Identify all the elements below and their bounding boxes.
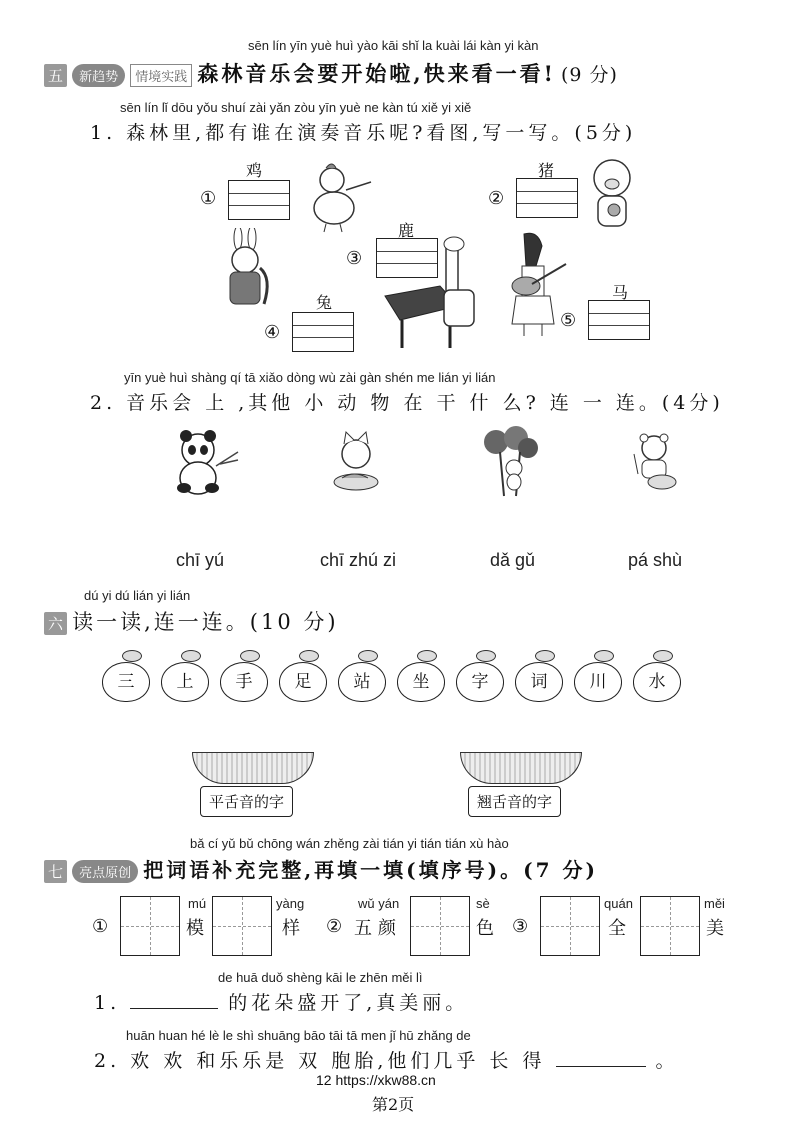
apple-char[interactable]: 站 [338,662,386,702]
action-1[interactable]: chī yú [176,550,225,570]
apple-char[interactable]: 坐 [397,662,445,702]
item1-py2: yàng [276,896,305,911]
item2-py1: sè [476,896,490,911]
apple-char[interactable]: 手 [220,662,268,702]
s5-pinyin: sēn lín yīn yuè huì yào kāi shǐ la kuài lái kàn yi kàn [248,38,539,53]
fill-line-1 [94,988,468,1015]
section-number: 七 [44,860,67,883]
panda-image[interactable] [168,426,246,496]
item2-pre-py: wǔ yán [358,896,400,911]
animal-name-deer: 鹿 [398,221,415,240]
animal-num-1: ① [200,188,217,209]
q1-text: 1. 森林里,都有谁在演奏音乐呢?看图,写一写。(5分) [90,122,637,144]
write-box-horse[interactable] [588,300,650,340]
item3-py1: quán [604,896,633,911]
item-num-1: ① [92,916,109,937]
section-score: (9 分) [560,64,618,86]
apple-char[interactable]: 上 [161,662,209,702]
section-number: 五 [44,64,67,87]
apple-char[interactable]: 川 [574,662,622,702]
animal-name-horse: 马 [612,283,629,302]
section-title: 读一读,连一连。(10 分) [72,610,339,634]
l1-pinyin: de huā duǒ shèng kāi le zhēn měi lì [218,970,423,985]
apple-leaf [358,650,378,662]
animal-num-2: ② [488,188,505,209]
fill-line-2 [94,1046,679,1073]
item1-py1: mú [188,896,207,911]
tian-box-1a[interactable] [120,896,180,956]
action-2[interactable]: chī zhú zi [320,550,397,570]
action-3[interactable]: dǎ gǔ [490,550,536,570]
write-box-pig[interactable] [516,178,578,218]
animal-name-rabbit: 兔 [316,293,333,312]
apple-leaf [240,650,260,662]
chicken-violin-image [296,160,376,235]
pig-horn-image [584,156,644,236]
animal-name-pig: 猪 [538,161,555,180]
tian-box-2[interactable] [410,896,470,956]
item1-c1: 模 [186,918,204,939]
blank-2[interactable] [556,1050,646,1067]
l2-end: 。 [655,1050,679,1072]
bear-drum-image[interactable] [628,430,682,492]
apple-char[interactable]: 三 [102,662,150,702]
apple-leaf [299,650,319,662]
item1-c2: 样 [282,918,300,939]
tag-new-trend: 新趋势 [72,64,125,87]
apple-leaf [535,650,555,662]
basket-label-flat[interactable]: 平舌音的字 [200,786,293,817]
item3-py2: měi [704,896,725,911]
l2-text: 2. 欢 欢 和乐乐是 双 胞胎,他们几乎 长 得 [94,1050,546,1072]
apple-char[interactable]: 水 [633,662,681,702]
item3-c1: 全 [608,918,626,939]
item2-pre: 五颜 [354,918,402,939]
item2-c1: 色 [476,918,494,939]
s6-pinyin: dú yi dú lián yi lián [84,588,191,603]
animal-num-5: ⑤ [560,310,577,331]
apple-leaf [181,650,201,662]
q2-pinyin: yīn yuè huì shàng qí tā xiǎo dòng wù zài gàn shén me lián yi lián [124,370,496,385]
cat-fish-image[interactable] [326,428,386,498]
action-4[interactable]: pá shù [628,550,683,570]
section-7-header [44,854,598,883]
s7-pinyin: bǎ cí yǔ bǔ chōng wán zhěng zài tián yi tián tián xù hào [190,836,509,851]
section-5-header [44,58,618,88]
tian-box-1b[interactable] [212,896,272,956]
section-6-header [44,606,339,636]
rabbit-sax-image [218,228,280,316]
tian-box-3b[interactable] [640,896,700,956]
q1-pinyin: sēn lín lǐ dōu yǒu shuí zài yǎn zòu yīn yuè ne kàn tú xiě yi xiě [120,100,472,115]
basket-label-retroflex[interactable]: 翘舌音的字 [468,786,561,817]
apple-char[interactable]: 词 [515,662,563,702]
l2-pinyin: huān huan hé lè le shì shuāng bāo tāi tā men jǐ hū zhǎng de [126,1028,471,1043]
animal-name-chicken: 鸡 [246,161,263,180]
basket-flat [192,752,314,784]
tian-box-3a[interactable] [540,896,600,956]
animal-num-4: ④ [264,322,281,343]
l1-num: 1. [94,992,121,1014]
tag-original: 亮点原创 [72,860,138,883]
apple-leaf [476,650,496,662]
deer-piano-image [380,236,492,354]
section-title: 森林音乐会要开始啦,快来看一看! [197,61,556,86]
apple-leaf [122,650,142,662]
animal-num-3: ③ [346,248,363,269]
section-number: 六 [44,612,67,635]
apple-leaf [653,650,673,662]
monkey-tree-image[interactable] [472,426,544,498]
item3-c2: 美 [706,918,724,939]
apple-char[interactable]: 足 [279,662,327,702]
l1-text: 的花朵盛开了,真美丽。 [228,992,469,1014]
blank-1[interactable] [130,992,218,1009]
apple-leaf [417,650,437,662]
basket-retroflex [460,752,582,784]
tag-situation: 情境实践 [130,64,192,87]
section-title: 把词语补充完整,再填一填(填序号)。(7 分) [143,858,598,882]
apple-char[interactable]: 字 [456,662,504,702]
apple-leaf [594,650,614,662]
write-box-rabbit[interactable] [292,312,354,352]
write-box-chicken[interactable] [228,180,290,220]
footer-url: 12 https://xkw88.cn [316,1072,436,1088]
item-num-3: ③ [512,916,529,937]
item-num-2: ② [326,916,343,937]
page-number: 第2页 [372,1095,415,1114]
q2-text: 2. 音乐会 上 ,其他 小 动 物 在 干 什 么? 连 一 连。(4分) [90,392,724,414]
